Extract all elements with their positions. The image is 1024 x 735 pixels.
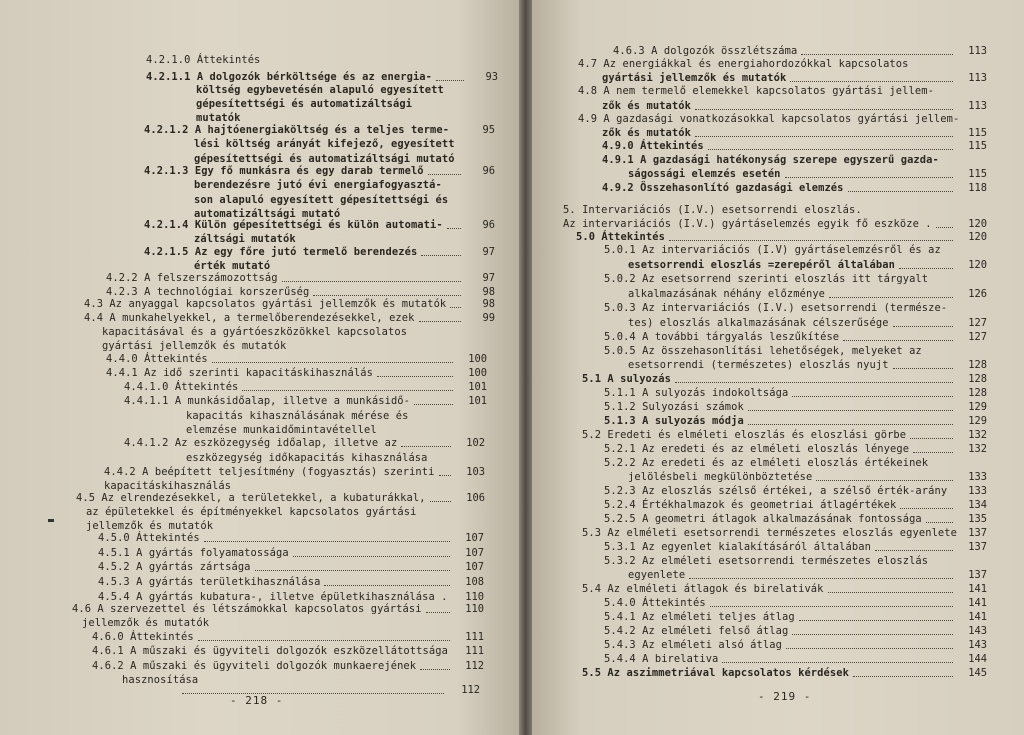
right-toc-page-number: 141 [968, 583, 987, 595]
right-toc-entry: 5.4.1 Az elméleti teljes átlag [604, 611, 795, 623]
right-toc-page-number: 115 [968, 140, 987, 152]
dot-leader [708, 135, 953, 150]
left-toc-page-number: 107 [465, 532, 484, 544]
right-toc-page-number: 143 [968, 639, 987, 651]
right-toc-entry: jelölésbeli megkülönböztetése [628, 471, 813, 483]
left-toc-page-number: 93 [485, 71, 498, 83]
left-toc-entry: 4.4.1.0 Áttekintés [124, 381, 239, 393]
left-toc-page-number: 110 [465, 591, 484, 603]
right-toc-page-number: 113 [968, 45, 987, 57]
left-toc-entry: 4.2.1.0 Áttekintés [146, 54, 261, 66]
right-toc-entry: 5.0 Áttekintés [576, 231, 665, 243]
dot-leader [293, 542, 450, 557]
dot-leader [722, 648, 953, 663]
dot-leader [282, 267, 461, 282]
left-toc-entry: 4.6 A szervezettel és létszámokkal kapcsolatos gyártási [72, 603, 422, 615]
left-toc-entry: 4.2.3 A technológiai korszerűség [106, 286, 310, 298]
dot-leader [853, 662, 953, 677]
left-toc-entry: 4.2.1.5 Az egy főre jutó termelő berendezés [144, 246, 418, 258]
right-toc-entry: gyártási jellemzők és mutatók [602, 72, 787, 84]
left-toc-entry: érték mutató [194, 260, 271, 272]
left-toc-entry: 4.2.1.2 A hajtóenergiaköltség és a teljes terme- [144, 124, 450, 136]
right-toc-entry: 4.8 A nem termelő elemekkel kapcsolatos gyártási jellem- [578, 85, 934, 97]
right-toc-page-number: 145 [968, 667, 987, 679]
right-toc-entry: ságossági elemzés esetén [628, 168, 781, 180]
right-toc-entry: esetsorrendi eloszlás =zerepéről általában [628, 259, 895, 271]
left-toc-entry: eszközegység időkapacitás kihasználása [186, 452, 428, 464]
left-toc-page-number: 111 [465, 631, 484, 643]
left-toc-entry: 4.5 Az elrendezésekkel, a területekkel, a kubaturákkal, [76, 492, 426, 504]
right-toc-page-number: 118 [968, 182, 987, 194]
right-toc-page-number: 129 [968, 415, 987, 427]
left-toc-page-number: 111 [465, 645, 484, 657]
dot-leader [430, 487, 451, 502]
left-toc-entry: son alapuló egyesített gépesítettségi és [194, 194, 449, 206]
left-toc-page-number: 98 [482, 298, 495, 310]
dot-leader [829, 283, 953, 298]
left-toc-entry: 4.4.0 Áttekintés [106, 353, 208, 365]
right-toc-entry: 5.2.3 Az eloszlás szélső értékei, a szélső érték-arány [604, 485, 948, 497]
dot-leader [695, 95, 953, 110]
right-toc-entry: 5.4 Az elméleti átlagok és birelativák [582, 583, 824, 595]
dot-leader [447, 214, 461, 229]
left-toc-page-number: 103 [466, 466, 485, 478]
dot-leader [816, 466, 953, 481]
left-toc-page-number: 98 [482, 286, 495, 298]
left-toc-page-number: 112 [465, 660, 484, 672]
dot-leader [689, 564, 953, 579]
left-toc-entry: költség egybevetésén alapuló egyesített [196, 84, 444, 96]
dot-leader [799, 606, 953, 621]
dot-leader [428, 160, 461, 175]
right-toc-entry: 5.0.4 A további tárgyalás leszűkítése [604, 331, 840, 343]
right-toc-page-number: 115 [968, 127, 987, 139]
right-toc-entry: 5.2.5 A geometri átlagok alkalmazásának fontossága [604, 513, 922, 525]
left-toc-entry: 4.2.1.4 Külön gépesítettségi és külön automati- [144, 219, 443, 231]
right-toc-page-number: 137 [968, 569, 987, 581]
left-toc-entry: lési költség arányát kifejező, egyesített [194, 138, 455, 150]
right-toc-entry: tes) eloszlás alkalmazásának célszerűsége [628, 317, 889, 329]
dot-leader [439, 461, 452, 476]
right-toc-entry: 5.4.0 Áttekintés [604, 597, 706, 609]
right-toc-entry: 5.1 A sulyozás [582, 373, 671, 385]
right-toc-entry: 5.0.3 Az intervariációs (I.V.) esetsorrendi (természe- [604, 302, 948, 314]
right-toc-page-number: 143 [968, 625, 987, 637]
dot-leader [436, 66, 464, 81]
left-toc-entry: automatizáltsági mutató [194, 208, 341, 220]
right-toc-page-number: 120 [968, 231, 987, 243]
right-toc-page-number: 126 [968, 288, 987, 300]
right-toc-entry: 5.1.3 A sulyozás módja [604, 415, 744, 427]
dot-leader [843, 326, 953, 341]
right-toc-entry: 5.4.4 A birelativa [604, 653, 719, 665]
dot-leader [900, 494, 953, 509]
right-toc-page-number: 137 [968, 527, 987, 539]
left-toc-entry: gépesítettségi és automatizáltsági mutató [194, 153, 455, 165]
dot-leader [450, 293, 461, 308]
left-toc-entry: berendezésre jutó évi energiafogyasztá- [194, 179, 442, 191]
right-toc-entry: zők és mutatók [602, 100, 691, 112]
dot-leader [893, 354, 953, 369]
dot-leader [426, 598, 450, 613]
dot-leader [204, 527, 450, 542]
left-toc-entry: 4.6.0 Áttekintés [92, 631, 194, 643]
right-toc-page-number: 127 [968, 331, 987, 343]
dot-leader [377, 362, 453, 377]
right-toc-page-number: 137 [968, 541, 987, 553]
left-toc-page-number: 107 [465, 561, 484, 573]
right-toc-entry: 4.9.1 A gazdasági hatékonyság szerepe egyszerű gazda- [602, 154, 939, 166]
dot-leader [669, 226, 953, 241]
left-toc-page-number: 96 [482, 219, 495, 231]
right-toc-entry: 4.7 Az energiákkal és energiahordozókkal kapcsolatos [578, 58, 909, 70]
right-toc-entry: 4.6.3 A dolgozók összlétszáma [613, 45, 798, 57]
dot-leader [786, 634, 953, 649]
right-toc-page-number: 134 [968, 499, 987, 511]
dot-leader [419, 307, 462, 322]
left-toc-entry: 4.2.1.3 Egy fő munkásra és egy darab termelő [144, 165, 424, 177]
margin-mark [48, 519, 54, 522]
right-toc-entry: 5.3.1 Az egyenlet kialakításáról általában [604, 541, 871, 553]
dot-leader [748, 396, 953, 411]
dot-leader [893, 312, 953, 327]
right-toc-entry: esetsorrendi (természetes) eloszlás nyujt [628, 359, 889, 371]
right-toc-page-number: 128 [968, 387, 987, 399]
right-page-folio: - 219 - [758, 690, 812, 703]
left-toc-entry: mutatók [196, 112, 241, 124]
right-toc-page-number: 127 [968, 317, 987, 329]
book-gutter [519, 0, 532, 735]
dot-leader [748, 410, 953, 425]
left-toc-page-number: 97 [482, 246, 495, 258]
dot-leader [875, 536, 953, 551]
left-toc-page-number: 110 [465, 603, 484, 615]
left-toc-page-number: 102 [466, 437, 485, 449]
left-toc-page-number: 96 [482, 165, 495, 177]
right-toc-entry: 5.3.2 Az elméleti esetsorrendi természetes eloszlás [604, 555, 929, 567]
dot-leader [801, 40, 953, 55]
dot-leader [790, 67, 953, 82]
right-toc-entry: 4.9 A gazdasági vonatkozásokkal kapcsolatos gyártási jellem- [578, 113, 960, 125]
dot-leader [710, 592, 953, 607]
right-toc-page-number: 120 [968, 259, 987, 271]
right-toc-entry: 5.0.5 Az összehasonlítási lehetőségek, melyeket az [604, 345, 922, 357]
left-toc-entry: 4.4 A munkahelyekkel, a termelőberendezésekkel, ezek [84, 312, 415, 324]
left-toc-entry: 4.6.2 A műszaki és ügyviteli dolgozók munkaerejének [92, 660, 417, 672]
right-toc-page-number: 133 [968, 471, 987, 483]
right-toc-entry: 5.2.4 Értékhalmazok és geometriai átlagértékek [604, 499, 897, 511]
left-toc-entry: 4.2.2 A felszerszámozottság [106, 272, 278, 284]
dot-leader [848, 177, 953, 192]
left-toc-page-number: 99 [482, 312, 495, 324]
dot-leader [401, 432, 451, 447]
dot-leader [414, 390, 453, 405]
dot-leader [792, 620, 953, 635]
left-toc-entry: 4.3 Az anyaggal kapcsolatos gyártási jellemzők és mutatók [84, 298, 447, 310]
right-toc-entry: egyenlete [628, 569, 686, 581]
left-toc-entry: elemzése munkaidőmintavétellel [186, 424, 377, 436]
dot-leader [675, 368, 953, 383]
dot-leader [313, 281, 461, 296]
right-toc-entry: 5.0.1 Az intervariációs (I.V) gyártáselemzésről és az [604, 244, 941, 256]
left-toc-page-number: 95 [482, 124, 495, 136]
left-toc-page-number: 97 [482, 272, 495, 284]
left-toc-page-number: 108 [465, 576, 484, 588]
dot-leader [421, 241, 461, 256]
right-toc-entry: Az intervariációs (I.V.) gyártáselemzés egyik fő eszköze . [563, 218, 932, 230]
left-toc-page-number: 101 [468, 381, 487, 393]
left-toc-entry: 4.5.4 A gyártás kubatura-, illetve épületkihasználása . [98, 591, 448, 603]
right-page [532, 0, 1024, 735]
right-toc-entry: 5. Intervariációs (I.V.) esetsorrendi eloszlás. [563, 204, 862, 216]
dot-leader [910, 424, 953, 439]
left-toc-entry: 4.5.3 A gyártás területkihasználása [98, 576, 321, 588]
dot-leader [785, 163, 953, 178]
left-toc-entry: hasznosítása [122, 674, 199, 686]
right-toc-page-number: 113 [968, 100, 987, 112]
right-toc-entry: 5.2.1 Az eredeti és az elméleti eloszlás lényege [604, 443, 910, 455]
dot-leader [899, 254, 953, 269]
right-toc-page-number: 141 [968, 611, 987, 623]
right-toc-entry: 5.0.2 Az esetsorrend szerinti eloszlás itt tárgyalt [604, 273, 929, 285]
left-toc-page-number: 106 [466, 492, 485, 504]
dot-leader [255, 556, 450, 571]
dot-leader [212, 348, 453, 363]
right-toc-entry: 5.5 Az aszimmetriával kapcsolatos kérdések [582, 667, 849, 679]
right-toc-entry: alkalmazásának néhány előzménye [628, 288, 826, 300]
dot-leader [198, 626, 450, 641]
left-toc-entry: 4.5.1 A gyártás folyamatossága [98, 547, 289, 559]
dot-leader [792, 382, 953, 397]
right-toc-entry: 5.2.2 Az eredeti és az elméleti eloszlás értékeinek [604, 457, 929, 469]
left-toc-page-number: 107 [465, 547, 484, 559]
left-toc-entry: jellemzők és mutatók [82, 617, 210, 629]
left-toc-entry: 4.5.0 Áttekintés [98, 532, 200, 544]
dot-leader [324, 571, 450, 586]
right-toc-page-number: 128 [968, 359, 987, 371]
left-toc-page-number: 100 [468, 367, 487, 379]
dot-leader [420, 655, 450, 670]
right-toc-page-number: 135 [968, 513, 987, 525]
left-toc-entry: kapacitásával és a gyártóeszközökkel kapcsolatos [102, 326, 408, 338]
left-toc-entry: gyártási jellemzők és mutatók [102, 340, 287, 352]
right-toc-entry: 4.9.2 Összehasonlító gazdasági elemzés [602, 182, 844, 194]
dot-leader [242, 376, 453, 391]
right-toc-page-number: 128 [968, 373, 987, 385]
left-toc-entry: 4.4.2 A beépített teljesítmény (fogyasztás) szerinti [104, 466, 435, 478]
left-toc-entry: 4.2.1.1 A dolgozók bérköltsége és az energia- [146, 71, 433, 83]
right-toc-entry: 5.4.2 Az elméleti felső átlag [604, 625, 789, 637]
dot-leader [913, 438, 953, 453]
dot-leader [182, 679, 444, 694]
right-toc-entry: 5.1.2 Sulyozási számok [604, 401, 744, 413]
right-toc-entry: 5.1.1 A sulyozás indokoltsága [604, 387, 789, 399]
right-toc-page-number: 115 [968, 168, 987, 180]
left-page-folio: - 218 - [230, 694, 284, 707]
right-toc-page-number: 144 [968, 653, 987, 665]
left-toc-entry: 4.4.1.1 A munkásidőalap, illetve a munkásidő- [124, 395, 411, 407]
left-toc-entry: 4.6.1 A műszaki és ügyviteli dolgozók eszközellátottsága [92, 645, 448, 657]
left-toc-page-number: 101 [468, 395, 487, 407]
right-toc-page-number: 129 [968, 401, 987, 413]
right-toc-page-number: 120 [968, 218, 987, 230]
left-toc-page-number: 100 [468, 353, 487, 365]
left-toc-entry: az épületekkel és építményekkel kapcsolatos gyártási [86, 506, 417, 518]
right-toc-entry: 5.2 Eredeti és elméleti eloszlás és eloszlási görbe [582, 429, 907, 441]
right-toc-entry: 4.9.0 Áttekintés [602, 140, 704, 152]
dot-leader [828, 578, 953, 593]
right-toc-entry: zők és mutatók [602, 127, 691, 139]
right-toc-page-number: 132 [968, 429, 987, 441]
right-toc-entry: 5.4.3 Az elméleti alsó átlag [604, 639, 782, 651]
left-toc-page-number: 112 [461, 684, 480, 696]
right-toc-page-number: 141 [968, 597, 987, 609]
right-toc-page-number: 132 [968, 443, 987, 455]
left-toc-entry: 4.5.2 A gyártás zártsága [98, 561, 251, 573]
right-toc-entry: 5.3 Az elméleti esetsorrendi természetes eloszlás egyenlete [582, 527, 957, 539]
left-toc-entry: jellemzők és mutatók [86, 520, 214, 532]
left-toc-entry: gépesítettségi és automatizáltsági [196, 98, 413, 110]
left-toc-entry: 4.4.1 Az idő szerinti kapacitáskihasználás [106, 367, 373, 379]
left-toc-entry: 4.4.1.2 Az eszközegység időalap, illetve az [124, 437, 398, 449]
left-toc-entry: kapacitás kihasználásának mérése és [186, 410, 409, 422]
right-toc-page-number: 133 [968, 485, 987, 497]
right-toc-page-number: 113 [968, 72, 987, 84]
left-toc-entry: kapacitáskihasználás [104, 480, 232, 492]
left-toc-entry: záltsági mutatók [194, 233, 296, 245]
dot-leader [926, 508, 953, 523]
